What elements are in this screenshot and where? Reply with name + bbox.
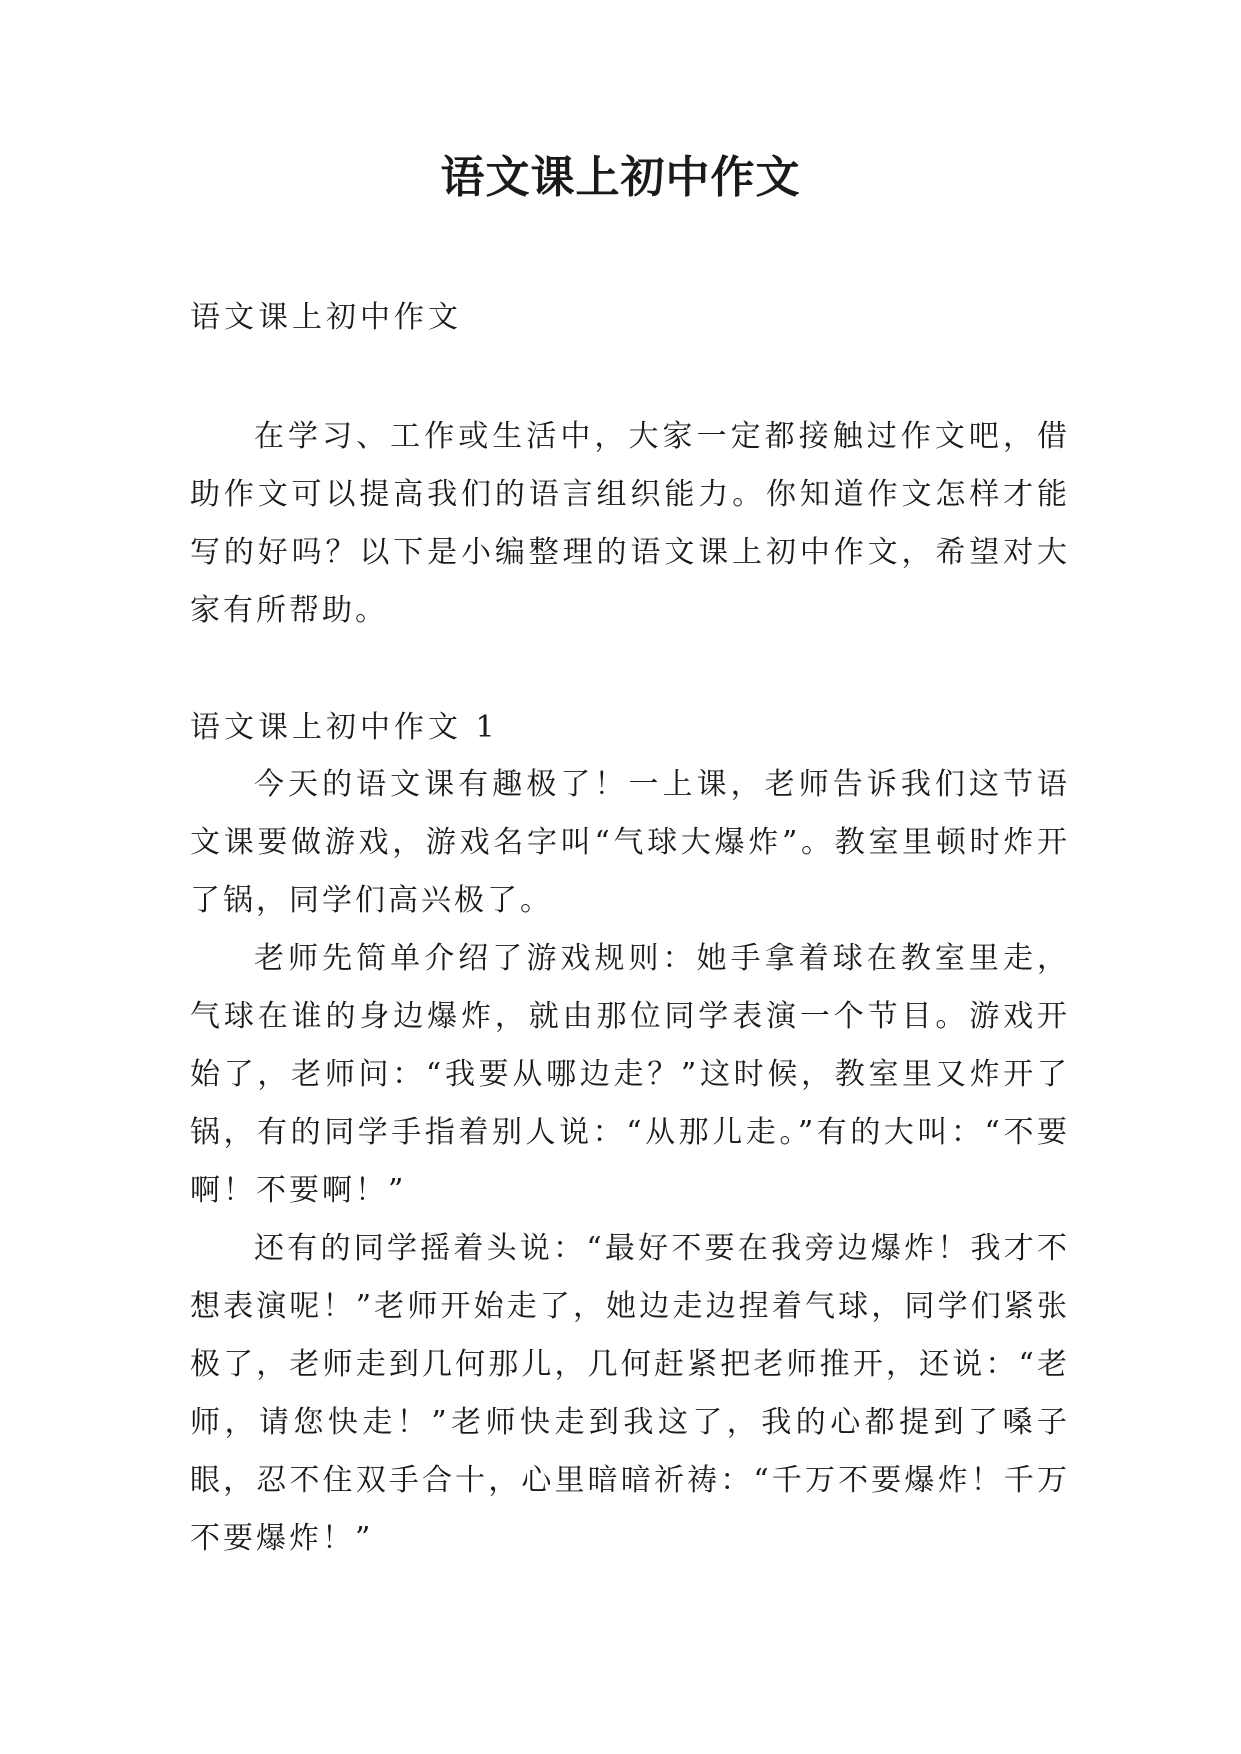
body-paragraph-1: 今天的语文课有趣极了！一上课，老师告诉我们这节语文课要做游戏，游戏名字叫“气球大爆炸”。教室里顿时炸开了锅，同学们高兴极了。 <box>190 767 1070 918</box>
intro-paragraph: 在学习、工作或生活中，大家一定都接触过作文吧，借助作文可以提高我们的语言组织能力。你知道作文怎样才能写的好吗？以下是小编整理的语文课上初中作文，希望对大家有所帮助。 <box>190 419 1070 628</box>
document-subtitle: 语文课上初中作文 <box>190 300 462 335</box>
section-heading: 语文课上初中作文 1 <box>190 710 499 745</box>
body-paragraph-2: 老师先简单介绍了游戏规则：她手拿着球在教室里走，气球在谁的身边爆炸，就由那位同学表演一个节目。游戏开始了，老师问：“我要从哪边走？”这时候，教室里又炸开了锅，有的同学手指着别人说：“从那儿走。”有的大叫：“不要啊！不要啊！” <box>190 941 1070 1208</box>
body-paragraph-3: 还有的同学摇着头说：“最好不要在我旁边爆炸！我才不想表演呢！”老师开始走了，她边走边捏着气球，同学们紧张极了，老师走到几何那儿，几何赶紧把老师推开，还说：“老师，请您快走！”老师快走到我这了，我的心都提到了嗓子眼，忍不住双手合十，心里暗暗祈祷：“千万不要爆炸！千万不要爆炸！” <box>190 1231 1070 1556</box>
document-title: 语文课上初中作文 <box>440 152 801 203</box>
